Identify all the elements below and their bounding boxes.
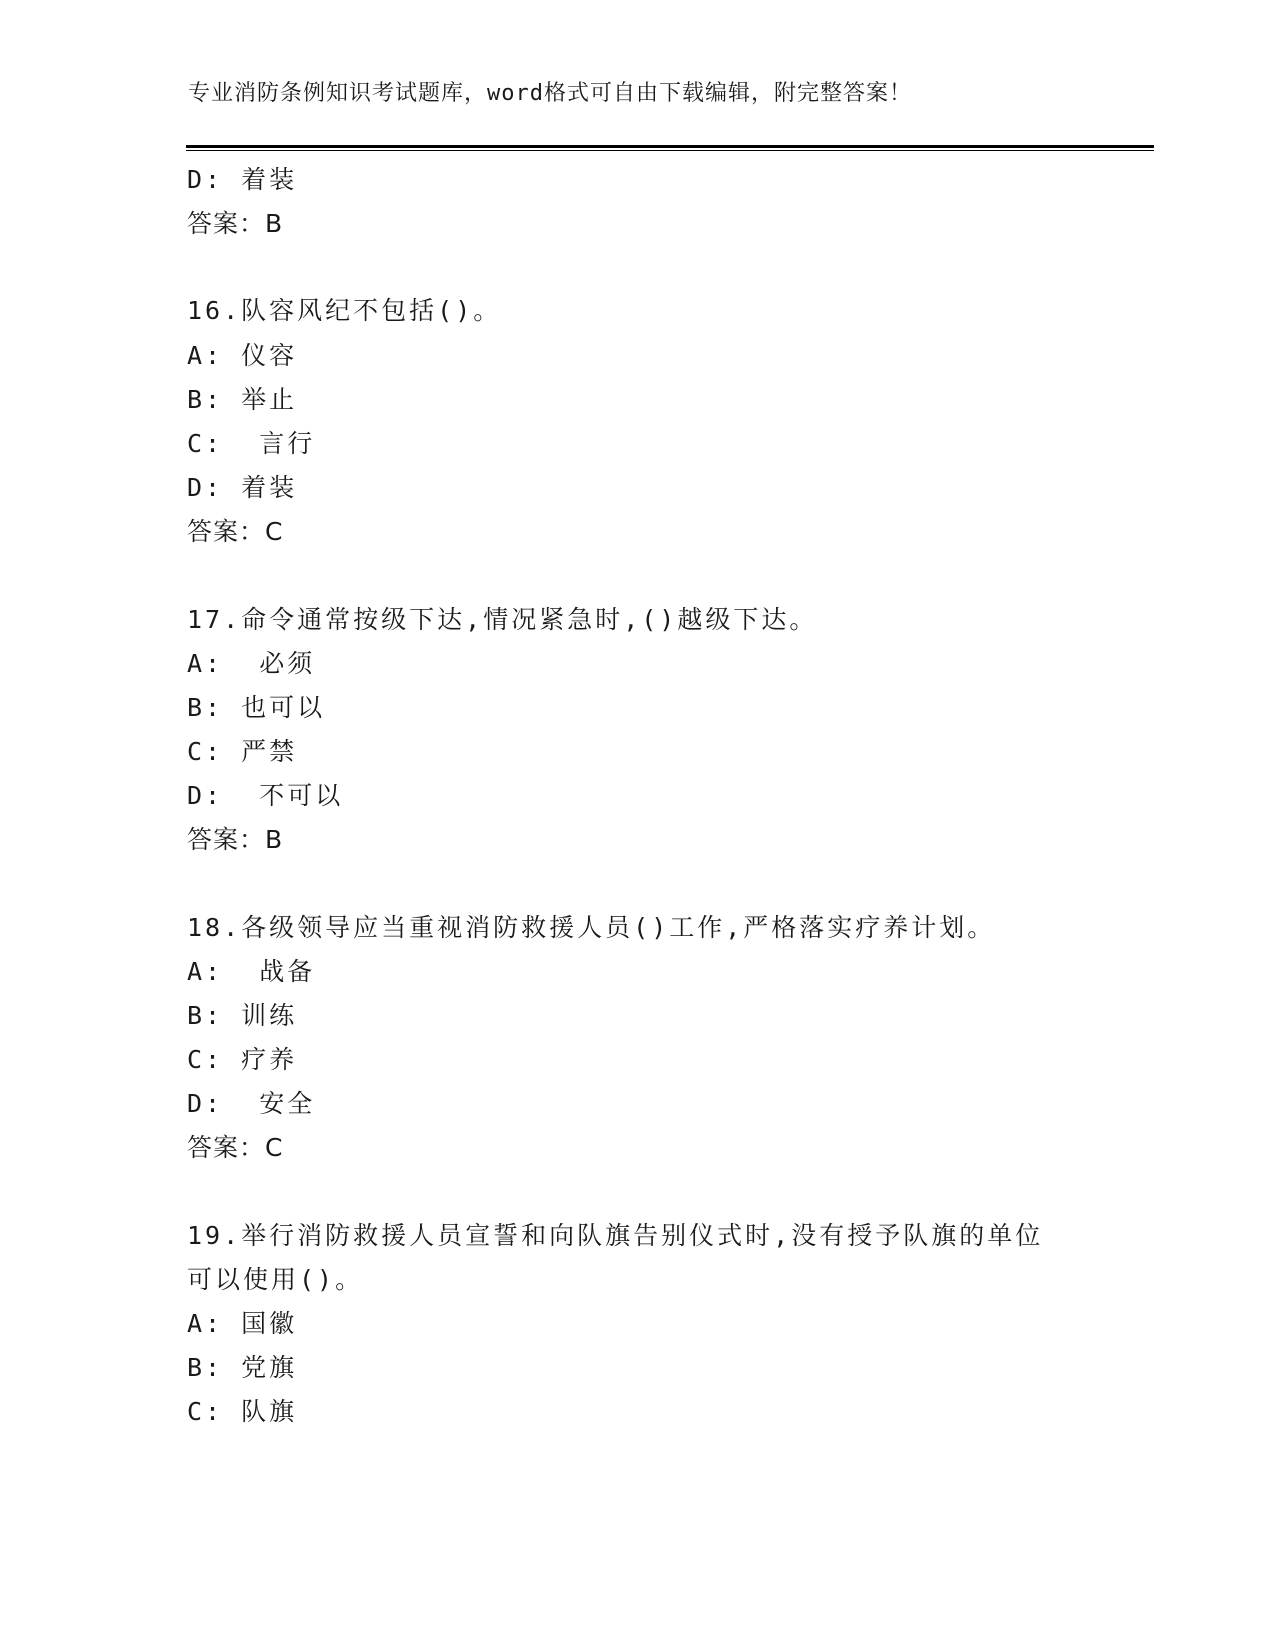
option-a: A: 国徽 — [187, 1309, 298, 1338]
header-rule-thick — [186, 145, 1154, 148]
option-d: D: 着装 — [187, 165, 298, 194]
option-b: B: 也可以 — [187, 693, 326, 722]
option-c: C: 队旗 — [187, 1397, 298, 1426]
option-a: A: 战备 — [187, 957, 316, 986]
question-stem: 16.队容风纪不包括()。 — [187, 296, 502, 325]
option-c: C: 严禁 — [187, 737, 298, 766]
option-b: B: 党旗 — [187, 1353, 298, 1382]
question-stem: 19.举行消防救援人员宣誓和向队旗告别仪式时,没有授予队旗的单位 — [187, 1221, 1044, 1250]
answer: 答案：C — [187, 1133, 284, 1162]
option-c: C: 疗养 — [187, 1045, 298, 1074]
option-b: B: 训练 — [187, 1001, 298, 1030]
answer: 答案：B — [187, 209, 284, 238]
document-header: 专业消防条例知识考试题库，word格式可自由下载编辑，附完整答案！ — [188, 81, 912, 106]
option-a: A: 必须 — [187, 649, 316, 678]
question-stem: 18.各级领导应当重视消防救援人员()工作,严格落实疗养计划。 — [187, 913, 996, 942]
option-d: D: 安全 — [187, 1089, 316, 1118]
option-d: D: 着装 — [187, 473, 298, 502]
option-b: B: 举止 — [187, 385, 298, 414]
question-stem-continued: 可以使用()。 — [187, 1265, 364, 1294]
answer: 答案：C — [187, 517, 284, 546]
question-stem: 17.命令通常按级下达,情况紧急时,()越级下达。 — [187, 605, 818, 634]
option-d: D: 不可以 — [187, 781, 344, 810]
option-c: C: 言行 — [187, 429, 316, 458]
header-rule-thin — [186, 150, 1154, 151]
answer: 答案：B — [187, 825, 284, 854]
option-a: A: 仪容 — [187, 341, 298, 370]
